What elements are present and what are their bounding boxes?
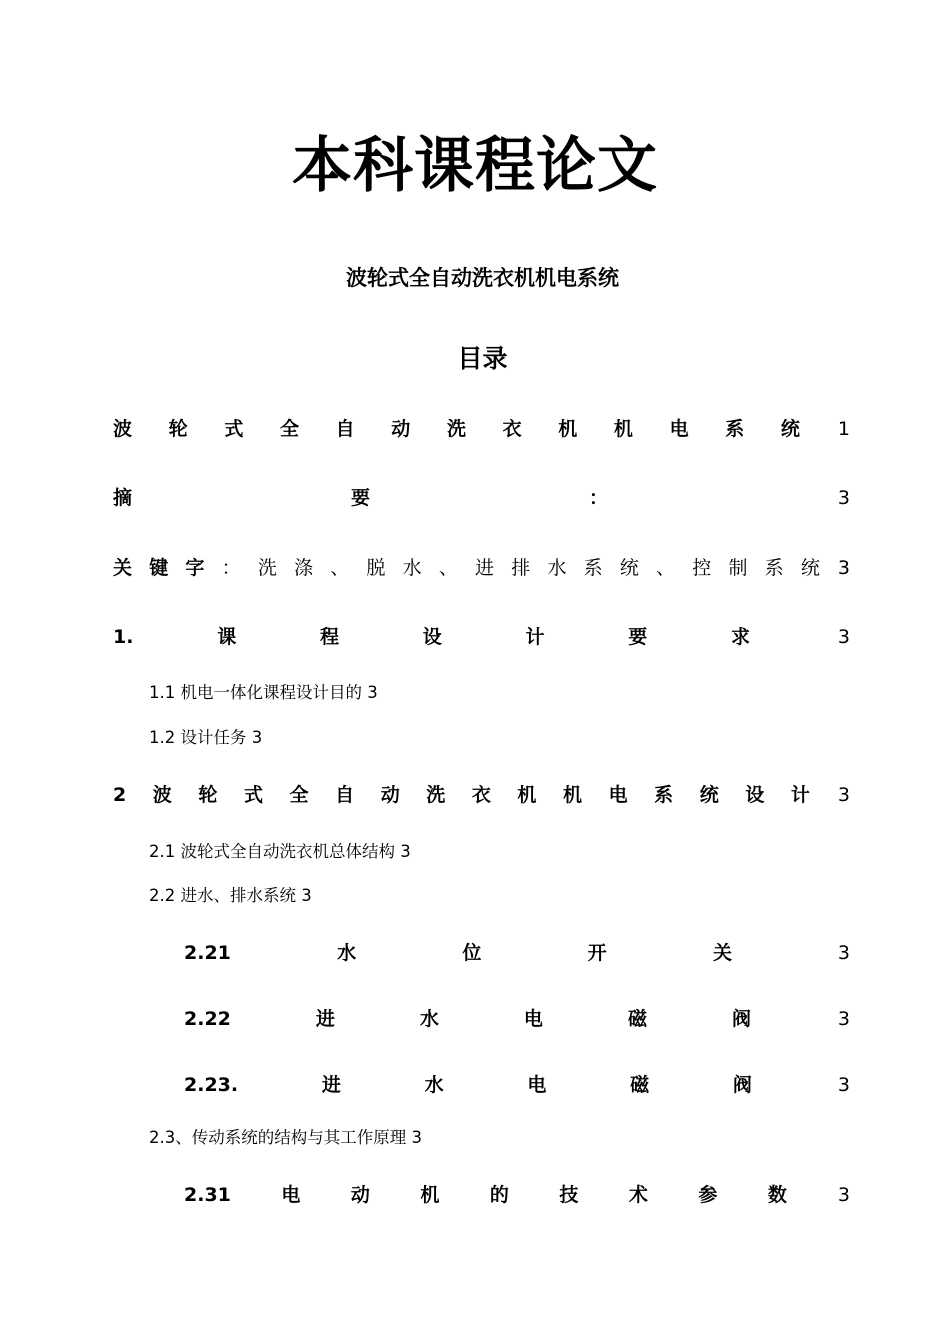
toc-word: 计	[790, 784, 810, 806]
toc-word: 术	[628, 1184, 648, 1206]
toc-word: 动	[380, 784, 400, 806]
toc-word: 轮	[168, 418, 188, 440]
toc-entry[interactable]	[113, 553, 850, 583]
toc-entry[interactable]	[113, 938, 850, 968]
toc-sub-entry[interactable]: 1.1 机电一体化课程设计目的 3	[149, 683, 378, 702]
toc-word: ：	[221, 557, 241, 579]
toc-word: 机	[517, 784, 537, 806]
toc-entry[interactable]	[113, 1004, 850, 1034]
toc-word: 机	[563, 784, 583, 806]
toc-word: 衣	[471, 784, 491, 806]
toc-word: 系	[725, 418, 745, 440]
toc-word: 2	[113, 784, 127, 806]
toc-word: 设	[745, 784, 765, 806]
toc-word: 水	[402, 557, 422, 579]
toc-word: 涤	[294, 557, 314, 579]
toc-word: 洗	[446, 418, 466, 440]
toc-word: 水	[424, 1074, 444, 1096]
toc-word: 、	[656, 557, 676, 579]
toc-word: ：	[588, 487, 608, 509]
toc-entry[interactable]	[113, 1070, 850, 1100]
toc-word: 进	[321, 1074, 341, 1096]
toc-entry-title	[113, 622, 750, 652]
toc-word: 程	[319, 626, 339, 648]
toc-word: 参	[698, 1184, 718, 1206]
toc-word: 自	[335, 418, 355, 440]
toc-page-number: 3	[837, 626, 850, 648]
toc-word: 式	[243, 784, 263, 806]
toc-word: 位	[462, 942, 482, 964]
toc-entry-title	[184, 938, 732, 968]
toc-word: 计	[525, 626, 545, 648]
toc-word: 机	[613, 418, 633, 440]
toc-page-number: 3	[837, 942, 850, 964]
toc-entry-title	[184, 1070, 752, 1100]
toc-page-number: 3	[837, 1074, 850, 1096]
toc-entry-title	[113, 780, 810, 810]
toc-word: 阀	[732, 1074, 752, 1096]
toc-word: 控	[692, 557, 712, 579]
toc-word: 2.23.	[184, 1074, 239, 1096]
toc-word: 统	[619, 557, 639, 579]
toc-word: 系	[764, 557, 784, 579]
toc-word: 式	[224, 418, 244, 440]
toc-word: 机	[558, 418, 578, 440]
toc-word: 字	[185, 557, 205, 579]
toc-word: 开	[587, 942, 607, 964]
toc-word: 键	[149, 557, 169, 579]
toc-entry[interactable]	[113, 780, 850, 810]
toc-word: 的	[489, 1184, 509, 1206]
toc-entry-title	[113, 553, 820, 583]
toc-word: 磁	[630, 1074, 650, 1096]
toc-word: 数	[767, 1184, 787, 1206]
toc-word: 统	[800, 557, 820, 579]
toc-word: 电	[527, 1074, 547, 1096]
toc-entry-title	[113, 483, 608, 513]
toc-word: 动	[391, 418, 411, 440]
toc-word: 排	[511, 557, 531, 579]
toc-word: 电	[523, 1008, 543, 1030]
toc-word: 洗	[426, 784, 446, 806]
toc-word: 机	[420, 1184, 440, 1206]
toc-word: 课	[217, 626, 237, 648]
toc-word: 摘	[113, 487, 133, 509]
toc-entry[interactable]	[113, 483, 850, 513]
toc-word: 系	[583, 557, 603, 579]
document-title: 本科课程论文	[292, 131, 658, 201]
toc-sub-entry[interactable]: 1.2 设计任务 3	[149, 728, 263, 747]
toc-word: 设	[422, 626, 442, 648]
toc-word: 、	[330, 557, 350, 579]
toc-page-number: 3	[837, 557, 850, 579]
toc-word: 波	[152, 784, 172, 806]
toc-word: 技	[559, 1184, 579, 1206]
toc-sub-entry[interactable]: 2.3、传动系统的结构与其工作原理 3	[149, 1128, 422, 1147]
toc-word: 2.22	[184, 1008, 231, 1030]
toc-word: 求	[730, 626, 750, 648]
toc-word: 统	[780, 418, 800, 440]
toc-word: 电	[669, 418, 689, 440]
toc-word: 自	[335, 784, 355, 806]
toc-word: 全	[289, 784, 309, 806]
toc-page-number: 1	[837, 418, 850, 440]
toc-page-number: 3	[837, 1008, 850, 1030]
toc-word: 、	[438, 557, 458, 579]
toc-word: 2.31	[184, 1184, 231, 1206]
toc-page-number: 3	[837, 784, 850, 806]
toc-word: 衣	[502, 418, 522, 440]
toc-word: 关	[113, 557, 133, 579]
toc-word: 进	[475, 557, 495, 579]
toc-word: 轮	[198, 784, 218, 806]
toc-word: 要	[350, 487, 370, 509]
toc-word: 统	[699, 784, 719, 806]
toc-sub-entry[interactable]: 2.1 波轮式全自动洗衣机总体结构 3	[149, 842, 411, 861]
toc-page-number: 3	[837, 1184, 850, 1206]
toc-word: 要	[628, 626, 648, 648]
toc-entry-title	[113, 414, 800, 444]
toc-word: 电	[608, 784, 628, 806]
toc-entry[interactable]	[113, 1180, 850, 1210]
toc-entry[interactable]	[113, 622, 850, 652]
toc-word: 动	[350, 1184, 370, 1206]
toc-word: 洗	[257, 557, 277, 579]
toc-word: 关	[712, 942, 732, 964]
toc-word: 制	[728, 557, 748, 579]
toc-entry-title	[184, 1180, 787, 1210]
toc-sub-entry[interactable]: 2.2 进水、排水系统 3	[149, 886, 312, 905]
toc-page-number: 3	[837, 487, 850, 509]
toc-entry[interactable]	[113, 414, 850, 444]
toc-word: 阀	[731, 1008, 751, 1030]
toc-word: 水	[547, 557, 567, 579]
toc-word: 脱	[366, 557, 386, 579]
toc-word: 水	[419, 1008, 439, 1030]
toc-word: 系	[654, 784, 674, 806]
document-subtitle: 波轮式全自动洗衣机机电系统	[346, 266, 619, 290]
toc-word: 电	[281, 1184, 301, 1206]
toc-word: 磁	[627, 1008, 647, 1030]
toc-word: 1.	[113, 626, 134, 648]
toc-heading: 目录	[457, 344, 508, 373]
toc-word: 全	[279, 418, 299, 440]
toc-word: 进	[315, 1008, 335, 1030]
toc-word: 2.21	[184, 942, 231, 964]
toc-word: 水	[337, 942, 357, 964]
toc-word: 波	[113, 418, 133, 440]
toc-entry-title	[184, 1004, 751, 1034]
